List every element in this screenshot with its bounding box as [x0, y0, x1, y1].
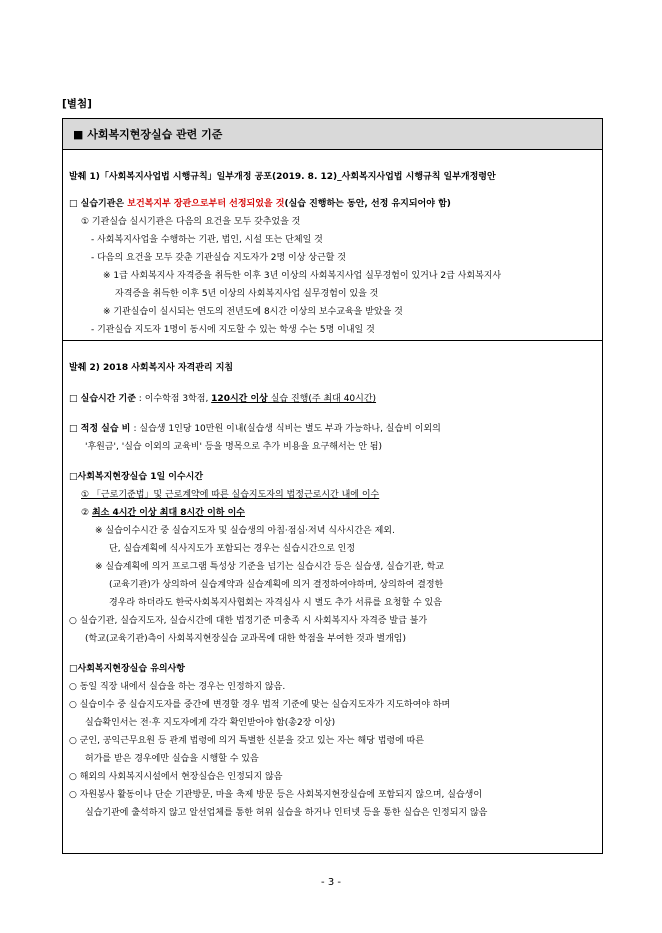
note-8: 실습기관에 출석하지 않고 알선업체를 통한 허위 실습을 하거나 인터넷 등을 통한 실습은 인정되지 않음 — [85, 808, 488, 818]
daily-hours-heading: □사회복지현장실습 1일 이수시간 — [69, 472, 204, 482]
note-5: 허가를 받은 경우에만 실습을 시행할 수 있음 — [85, 754, 259, 764]
note-6: ○ 해외의 사회복지시설에서 현장실습은 인정되지 않음 — [69, 772, 283, 782]
s1-line-7: - 기관실습 지도자 1명이 동시에 지도할 수 있는 학생 수는 5명 이내일 것 — [91, 325, 375, 335]
page-number: - 3 - — [321, 877, 341, 888]
fee-text: : 실습생 1인당 10만원 이내(실습생 식비는 별도 부과 가능하나, 실습비 이외의 — [133, 424, 441, 434]
item-prefix: □ 실습기관은 — [69, 199, 128, 209]
d2-suffix: 이수 — [224, 508, 245, 518]
note-3: 실습확인서는 전·후 지도자에게 각각 확인받아야 함(총2장 이상) — [85, 718, 336, 728]
daily-line-3: ※ 실습이수시간 중 실습지도자 및 실습생의 아침·점심·저녁 식사시간은 제외. — [95, 526, 395, 536]
item-suffix: (실습 진행하는 동안, 선정 유지되어야 함) — [284, 199, 451, 209]
page-label: [별첨] — [62, 98, 92, 110]
daily-line-4: 단, 실습계획에 식사지도가 포함되는 경우는 실습시간으로 인정 — [109, 544, 356, 554]
section-1-heading: 발췌 1)「사회복지사업법 시행규칙」일부개정 공포(2019. 8. 12)_사회복지사업법 시행규칙 일부개정령안 — [69, 172, 496, 182]
practice-fee — [69, 423, 441, 436]
practice-time-criteria — [69, 393, 376, 406]
daily-line-1: ① 「근로기준법」및 근로계약에 따른 실습지도자의 법정근로시간 내에 이수 — [81, 490, 380, 500]
section-1 — [63, 150, 602, 341]
note-4: ○ 군인, 공익근무요원 등 관계 법령에 의거 특별한 신분을 갖고 있는 자는 해당 법령에 따른 — [69, 736, 425, 746]
s1-line-1: ① 기관실습 실시기관은 다음의 요건을 모두 갖추었을 것 — [81, 217, 301, 227]
time-text-c: 실습 진행(주 최대 40시간) — [267, 394, 377, 404]
note-2: ○ 실습이수 중 실습지도자를 중간에 변경할 경우 법적 기준에 맞는 실습지도자가 지도하여야 하며 — [69, 700, 451, 710]
daily-line-9: (학교(교육기관)측이 사회복지현장실습 교과목에 대한 학점을 부여한 것과 별개임) — [85, 634, 406, 644]
section-2-heading: 발췌 2) 2018 사회복지사 자격관리 지침 — [69, 363, 234, 373]
daily-line-5: ※ 실습계획에 의거 프로그램 특성상 기준을 넘기는 실습시간 등은 실습생, 실습기관, 학교 — [95, 562, 445, 572]
note-1: ○ 동일 직장 내에서 실습을 하는 경우는 인정하지 않음. — [69, 682, 286, 692]
time-text-b: 120시간 이상 — [211, 394, 268, 404]
daily-line-8: ○ 실습기관, 실습지도자, 실습시간에 대한 법정기준 미충족 시 사회복지사 자격증 발급 불가 — [69, 616, 428, 626]
s1-line-5: 자격증을 취득한 이후 5년 이상의 사회복지사업 실무경험이 있을 것 — [115, 289, 379, 299]
s1-line-4: ※ 1급 사회복지사 자격증을 취득한 이후 3년 이상의 사회복지사업 실무경험이 있거나 2급 사회복지사 — [103, 271, 502, 281]
daily-line-7: 경우라 하더라도 한국사회복지사협회는 자격심사 시 별도 추가 서류를 요청할 수 있음 — [109, 598, 442, 608]
fee-text-2: '후원금', '실습 이외의 교육비' 등을 명목으로 추가 비용을 요구해서는 안 됨) — [85, 442, 383, 452]
criteria-table — [62, 118, 603, 854]
s1-line-2: - 사회복지사업을 수행하는 기관, 법인, 시설 또는 단체일 것 — [91, 235, 323, 245]
d2-num: ② — [81, 508, 92, 518]
notes-heading: □사회복지현장실습 유의사항 — [69, 664, 185, 674]
s1-line-3: - 다음의 요건을 모두 갖춘 기관실습 지도자가 2명 이상 상근할 것 — [91, 253, 346, 263]
note-7: ○ 자원봉사 활동이나 단순 기관방문, 마을 축제 방문 등은 사회복지현장실습에 포함되지 않으며, 실습생이 — [69, 790, 483, 800]
daily-line-6: (교육기관)가 상의하여 실습계약과 실습계획에 의거 결정하여야하며, 상의하여 결정한 — [109, 580, 444, 590]
daily-line-2 — [81, 507, 245, 520]
s1-line-6: ※ 기관실습이 실시되는 연도의 전년도에 8시간 이상의 보수교육을 받았을 것 — [103, 307, 403, 317]
section-1-item — [69, 198, 451, 211]
time-text-a: : 이수학점 3학점, — [135, 394, 212, 404]
item-emphasis: 보건복지부 장관으로부터 선정되었을 것 — [127, 199, 285, 209]
fee-label: □ 적정 실습 비 — [69, 424, 134, 434]
table-title: ■ 사회복지현장실습 관련 기준 — [63, 119, 602, 150]
section-2 — [63, 341, 602, 853]
d2-emphasis: 최소 4시간 이상 최대 8시간 이하 — [91, 508, 225, 518]
time-label: □ 실습시간 기준 — [69, 394, 136, 404]
